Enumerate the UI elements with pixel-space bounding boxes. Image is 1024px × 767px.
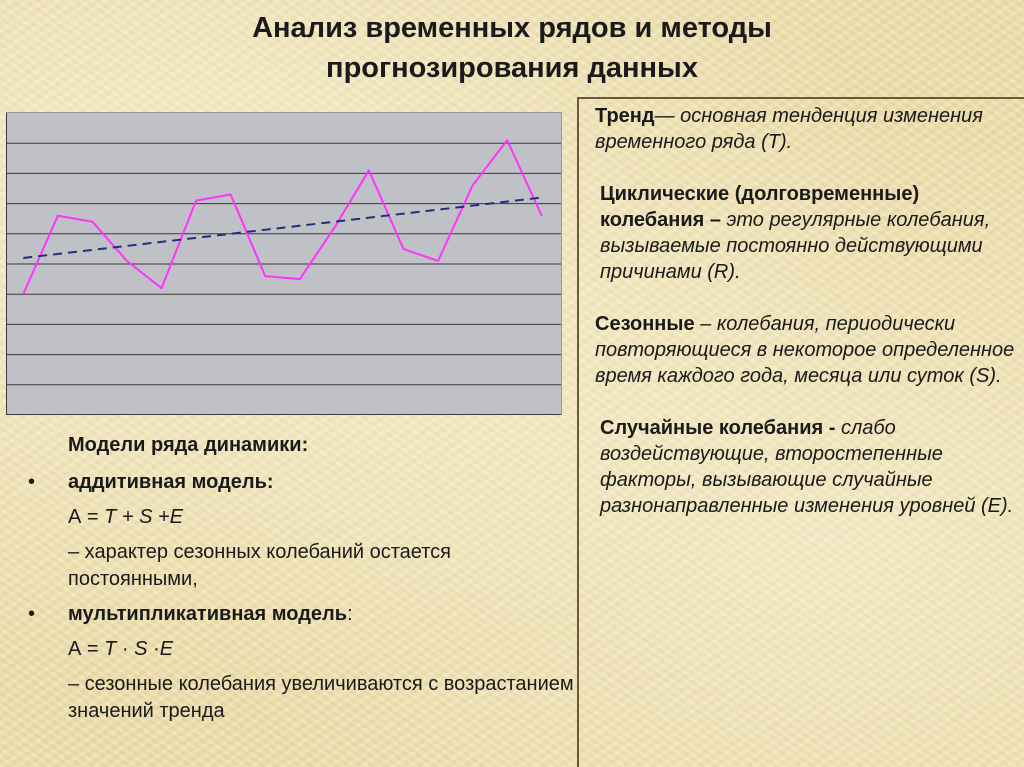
- bullet-icon: •: [28, 471, 36, 493]
- slide-title-line-2: прогнозирования данных: [326, 52, 698, 84]
- chart-svg: [6, 113, 561, 415]
- time-series-chart: [6, 112, 562, 415]
- multiplicative-model-item: [20, 601, 575, 628]
- multiplicative-formula-rhs: T · S ·E: [104, 638, 174, 660]
- multiplicative-formula: [20, 636, 575, 663]
- multiplicative-colon: :: [347, 603, 353, 625]
- seasonal-description: – колебания, периодически повторяющиеся в некоторое определенное время каждого года, месяца или суток (S).: [595, 313, 1015, 387]
- additive-model-label: аддитивная модель:: [68, 471, 274, 493]
- slide-title-line-1: Анализ временных рядов и методы: [252, 12, 772, 44]
- trend-description: — основная тенденция изменения временного ряда (Т).: [595, 105, 983, 153]
- additive-description: – характер сезонных колебаний остается постоянными,: [68, 541, 452, 590]
- seasonal-definition: [595, 311, 1015, 389]
- random-definition: [595, 415, 1015, 519]
- cyclic-definition: [595, 181, 1015, 285]
- trend-term: Тренд: [595, 105, 655, 127]
- additive-formula-rhs: T + S +E: [104, 506, 184, 528]
- additive-formula: [20, 504, 575, 531]
- horizontal-divider: [577, 97, 1024, 99]
- random-term: Случайные колебания -: [600, 417, 836, 439]
- multiplicative-formula-lhs: А =: [68, 638, 105, 660]
- bullet-icon: •: [28, 603, 36, 625]
- trend-line: [23, 198, 541, 258]
- multiplicative-model-label: мультипликативная модель: [68, 603, 348, 625]
- models-panel: [20, 432, 575, 733]
- random-description: слабо воздействующие, второстепенные факторы, вызывающие случайные разнонаправленные изменения уровней (Е).: [600, 417, 1014, 517]
- cyclic-term: Циклические (долговременные) колебания –: [600, 183, 920, 231]
- additive-formula-lhs: А =: [68, 506, 105, 528]
- models-heading: Модели ряда динамики:: [68, 434, 309, 456]
- definitions-panel: [595, 103, 1015, 545]
- additive-model-item: [20, 469, 575, 496]
- seasonal-term: Сезонные: [595, 313, 695, 335]
- cyclic-description: это регулярные колебания, вызываемые постоянно действующими причинами (R).: [600, 209, 991, 283]
- trend-definition: [595, 103, 1015, 155]
- slide-title: [0, 8, 1024, 88]
- series-line: [23, 140, 541, 294]
- vertical-divider: [577, 97, 579, 767]
- multiplicative-description: – сезонные колебания увеличиваются с возрастанием значений тренда: [68, 673, 574, 722]
